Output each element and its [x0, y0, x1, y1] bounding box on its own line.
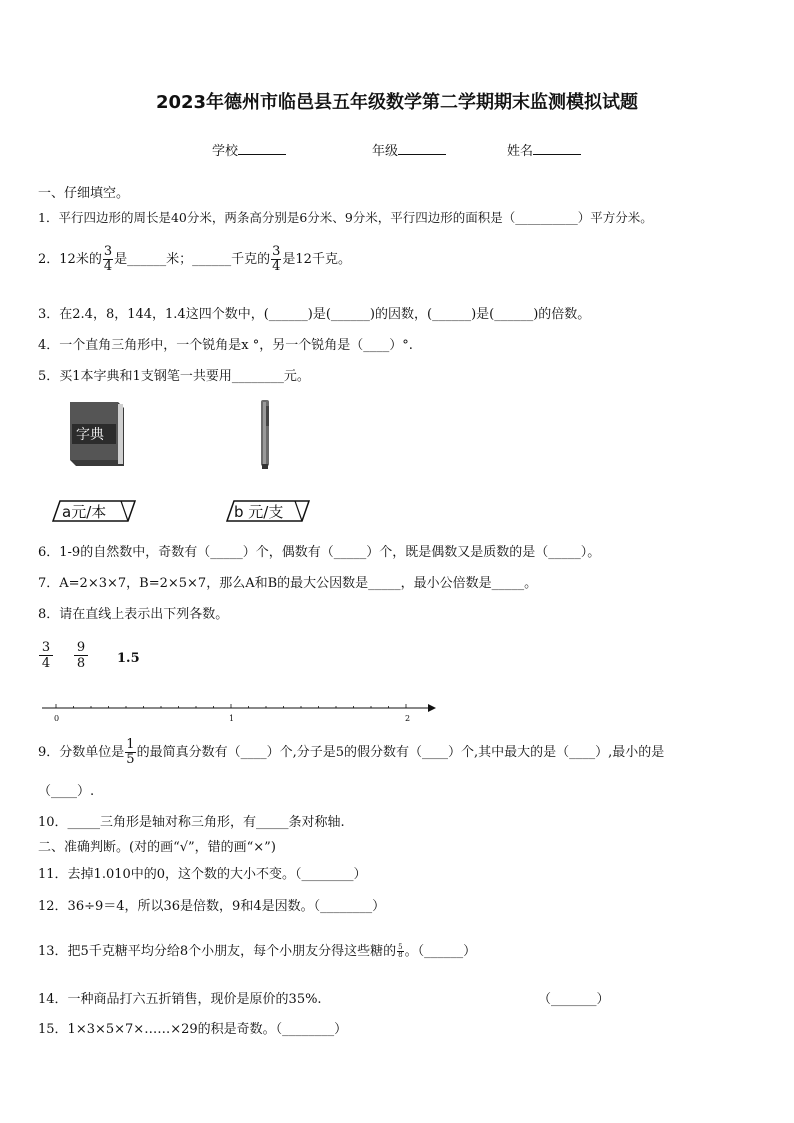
q13-fraction [397, 944, 403, 959]
q2-text-a: 2．12米的 [38, 252, 102, 267]
q13-frac-num: 5 [398, 943, 403, 951]
q2-fraction-a [103, 245, 113, 274]
q9-text-a: 9．分数单位是 [38, 745, 125, 760]
question-15: 15．1×3×5×7×……×29的积是奇数。（________） [38, 1022, 348, 1037]
page-title: 2023年德州市临邑县五年级数学第二学期期末监测模拟试题 [155, 92, 639, 113]
school-blank [238, 142, 286, 155]
question-5: 5．买1本字典和1支钢笔一共要用________元。 [38, 369, 310, 384]
q2-fraction-b [271, 245, 281, 274]
question-13 [38, 940, 476, 959]
grade-blank [398, 142, 446, 155]
q2-frac-b-num: 3 [272, 244, 281, 259]
question-7: 7．A=2×3×7，B=2×5×7，那么A和B的最大公因数是_____，最小公倍数是_____。 [38, 576, 538, 591]
q8-frac-a-den: 4 [41, 656, 51, 671]
grade-label: 年级 [372, 144, 399, 159]
q8-frac-a-num: 3 [39, 640, 53, 656]
q8-decimal: 1.5 [117, 651, 140, 666]
tick-label-2: 2 [405, 714, 411, 723]
q2-text-b: 是______米；______千克的 [114, 252, 271, 267]
grade-field [372, 140, 446, 159]
question-12: 12．36÷9＝4，所以36是倍数，9和4是因数。（________） [38, 899, 386, 914]
q9-fraction [125, 738, 135, 767]
question-8: 8．请在直线上表示出下列各数。 [38, 607, 229, 622]
name-field [507, 140, 581, 159]
number-line [38, 700, 438, 730]
question-11: 11．去掉1.010中的0，这个数的大小不变。（________） [38, 867, 367, 882]
question-3: 3．在2.4，8，144，1.4这四个数中，(______)是(______)的因数，(______)是(______)的倍数。 [38, 307, 591, 322]
price-pen-text: b 元/支 [234, 503, 284, 521]
q2-text-c: 是12千克。 [282, 252, 351, 267]
school-label: 学校 [212, 144, 239, 159]
q9-frac-den: 5 [126, 752, 135, 767]
name-blank [533, 142, 581, 155]
question-14-blank: （_______） [538, 992, 610, 1007]
tick-label-0: 0 [54, 714, 60, 723]
pen-icon [258, 398, 272, 470]
q8-frac-b-num: 9 [74, 640, 88, 656]
name-label: 姓名 [507, 144, 534, 159]
question-1: 1．平行四边形的周长是40分米，两条高分别是6分米、9分米，平行四边形的面积是（__________）平方分米。 [38, 210, 653, 225]
q2-frac-a-num: 3 [103, 244, 113, 259]
q13-text-b: 。（______） [404, 944, 477, 959]
question-6: 6．1-9的自然数中，奇数有（_____）个，偶数有（_____）个，既是偶数又是质数的是（_____）。 [38, 545, 601, 560]
section-1-heading: 一、仔细填空。 [38, 186, 130, 201]
q8-fraction-a [39, 640, 53, 671]
school-field [212, 140, 286, 159]
q8-fraction-b [74, 640, 88, 671]
q13-text-a: 13．把5千克糖平均分给8个小朋友，每个小朋友分得这些糖的 [38, 944, 397, 959]
question-9 [38, 738, 664, 767]
question-9-line2: （____）. [38, 784, 95, 799]
dictionary-label: 字典 [76, 427, 104, 443]
q13-frac-den: 8 [398, 951, 403, 959]
q8-frac-b-den: 8 [76, 656, 86, 671]
q9-text-b: 的最简真分数有（____）个,分子是5的假分数有（____）个,其中最大的是（____）,最小的是 [136, 745, 665, 760]
question-2 [38, 245, 351, 274]
question-10: 10．_____三角形是轴对称三角形，有_____条对称轴. [38, 815, 345, 830]
q2-frac-a-den: 4 [103, 259, 113, 274]
price-book-text: a元/本 [62, 503, 107, 521]
section-2-heading: 二、准确判断。(对的画“√”，错的画“×”) [38, 840, 276, 855]
question-4: 4．一个直角三角形中，一个锐角是x °，另一个锐角是（____）°. [38, 338, 413, 353]
number-line-ticks [56, 704, 406, 708]
q9-frac-num: 1 [126, 737, 135, 752]
tick-label-1: 1 [229, 714, 235, 723]
q2-frac-b-den: 4 [272, 259, 281, 274]
question-14: 14．一种商品打六五折销售，现价是原价的35%. [38, 992, 322, 1007]
